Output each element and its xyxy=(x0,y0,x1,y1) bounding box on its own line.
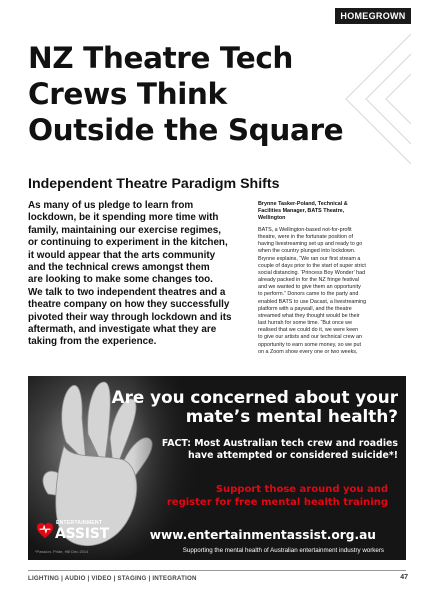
intro-line: it would appear that the arts community xyxy=(28,249,216,261)
intro-line: theatre company on how they successfully xyxy=(28,299,230,311)
intro-line: and the technical crews amongst them xyxy=(28,262,210,274)
ad-fact-line: FACT: Most Australian tech crew and roadies xyxy=(161,438,398,449)
entertainment-assist-logo xyxy=(36,516,114,550)
logo-text-main: ASSIST xyxy=(55,526,110,542)
body-line: opportunity to earn some money, so we put xyxy=(258,341,361,348)
intro-line: are looking to make some changes too. xyxy=(28,274,213,286)
body-line: and we wanted to give them an opportunity xyxy=(258,284,361,291)
body-line: enabled BATS to use Dacast, a livestreaming xyxy=(258,298,367,305)
body-line: already packed in for the NZ fringe festival xyxy=(258,277,359,284)
byline-line: Wellington xyxy=(258,215,286,222)
body-line: BATS, a Wellington-based not-for-profit xyxy=(258,227,352,233)
body-line: theatre, were in the fortunate position of xyxy=(258,234,353,241)
ad-headline xyxy=(112,388,398,426)
section-tag-label: HOMEGROWN xyxy=(340,10,406,21)
body-line: Brynne explains, “We ran our first stream a xyxy=(258,255,361,262)
footer-divider xyxy=(28,570,406,571)
body-line: realised that we could do it, we were keen xyxy=(258,327,359,334)
body-line: to give our artists and our technical crew an xyxy=(258,334,362,341)
byline-line: Brynne Tasker-Poland, Technical & xyxy=(258,201,348,207)
headline-line: Crews Think xyxy=(28,77,227,111)
body-column xyxy=(258,227,404,356)
body-line: streamed what they thought would be their xyxy=(258,312,360,319)
section-tag xyxy=(335,8,411,23)
heart-icon xyxy=(36,522,54,540)
intro-line: family, maintaining our exercise regimes, xyxy=(28,224,222,236)
headline xyxy=(28,40,368,148)
ad-footnote: *Passion, Pride, Hill Dec 2014 xyxy=(35,549,89,554)
body-line: having livestreaming set up and ready to go xyxy=(258,241,363,248)
intro-line: or continuing to experiment in the kitchen, xyxy=(28,237,228,249)
ad-fact-line: have attempted or considered suicide*! xyxy=(188,450,398,461)
ad-headline-line: Are you concerned about your xyxy=(111,387,398,407)
intro-line: pivoted their way through lockdown and its xyxy=(28,311,232,323)
mental-health-advertisement xyxy=(28,376,406,560)
intro-line: aftermath, and investigate what they are xyxy=(28,324,217,336)
ad-call-to-action xyxy=(167,484,388,509)
body-line: to perform.” Donors came to the party and xyxy=(258,291,359,298)
intro-line: We talk to two independent theatres and a xyxy=(28,286,226,298)
intro-line: taking from the experience. xyxy=(28,336,157,348)
body-line: platform with a paywall, and the theatre xyxy=(258,305,352,312)
ad-website-url[interactable]: www.entertainmentassist.org.au xyxy=(149,528,376,542)
intro-line: As many of us pledge to learn from xyxy=(28,200,194,211)
subheadline: Independent Theatre Paradigm Shifts xyxy=(28,176,280,192)
page-number: 47 xyxy=(400,574,408,581)
ad-support-line: Supporting the mental health of Australian entertainment industry workers xyxy=(182,547,384,554)
body-line: on a Zoom show every one or two weeks, xyxy=(258,348,358,355)
ad-headline-line: mate’s mental health? xyxy=(185,406,398,426)
body-line: couple of days prior to the start of super strict xyxy=(258,262,366,269)
headline-line: Outside the Square xyxy=(28,113,344,147)
intro-paragraph xyxy=(28,200,252,349)
body-line: last hurrah for some time. “But once we xyxy=(258,320,353,327)
byline-line: Facilities Manager, BATS Theatre, xyxy=(258,208,345,215)
footer-section-nav: LIGHTING | AUDIO | VIDEO | STAGING | INTEGRATION xyxy=(28,575,197,582)
headline-line: NZ Theatre Tech xyxy=(28,41,294,75)
ad-cta-line: register for free mental health training xyxy=(166,496,388,508)
ad-fact xyxy=(162,438,398,462)
body-line: when the country plunged into lockdown. xyxy=(258,248,356,255)
body-line: social distancing. ‘Princess Boy Wonder’ had xyxy=(258,269,366,276)
logo-text-top: ENTERTAINMENT xyxy=(56,520,103,526)
byline xyxy=(258,201,404,223)
intro-line: lockdown, be it spending more time with xyxy=(28,212,219,224)
ad-cta-line: Support those around you and xyxy=(215,484,388,495)
